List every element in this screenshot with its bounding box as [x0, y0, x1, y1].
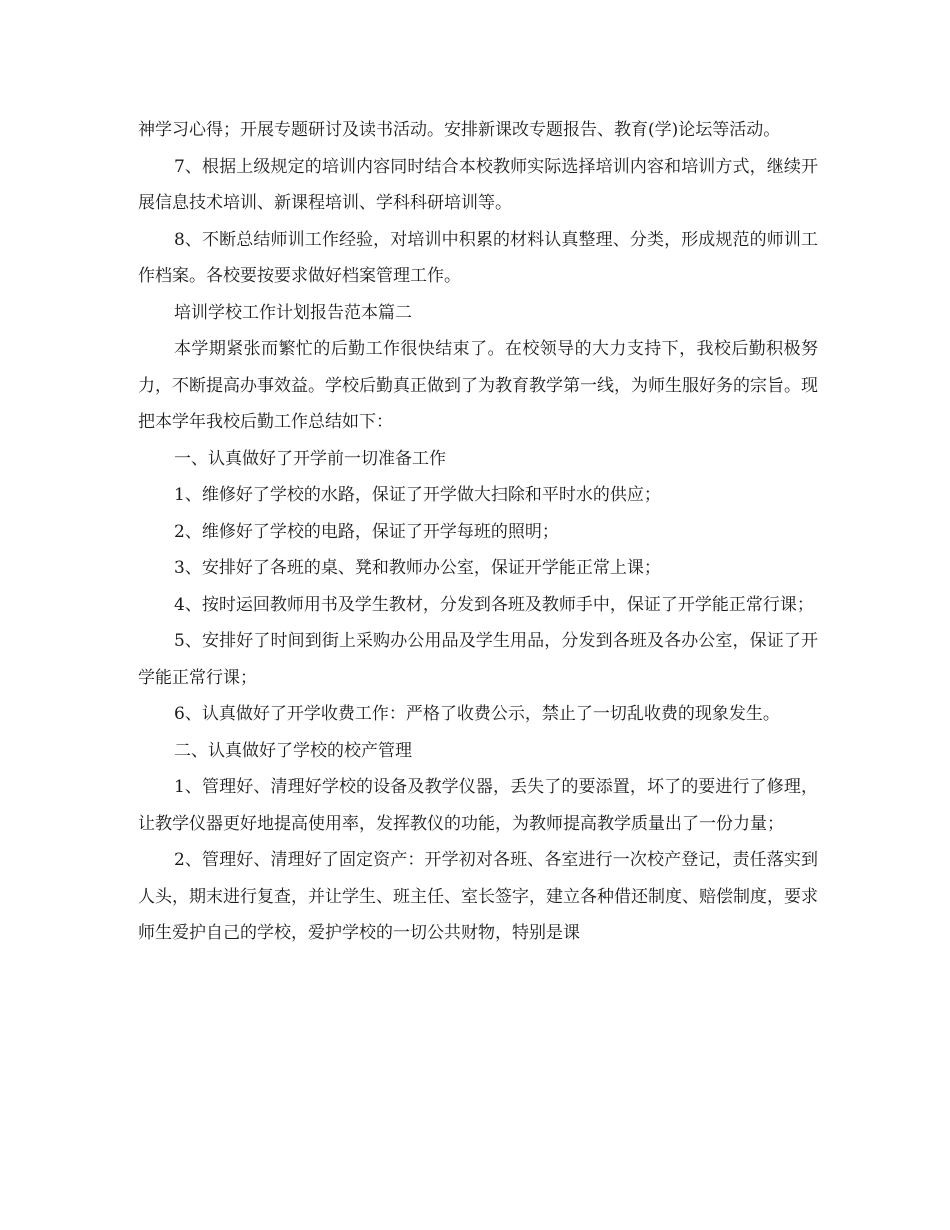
list-item-1: 1、维修好了学校的水路，保证了开学做大扫除和平时水的供应； [174, 485, 661, 505]
paragraph-continuation: 神学习心得；开展专题研讨及读书活动。安排新课改专题报告、教育(学)论坛等活动。 [138, 120, 781, 140]
document-body [138, 112, 818, 952]
paragraph-item-7: 7、根据上级规定的培训内容同时结合本校教师实际选择培训内容和培训方式，继续开展信息技术培训、新课程培训、学科科研培训等。 [138, 156, 818, 213]
list-item-4: 4、按时运回教师用书及学生教材，分发到各班及教师手中，保证了开学能正常行课； [174, 594, 814, 615]
paragraph-item-8: 8、不断总结师训工作经验，对培训中积累的材料认真整理、分类，形成规范的师训工作档案。各校要按要求做好档案管理工作。 [138, 229, 818, 286]
section-title: 培训学校工作计划报告范本篇二 [174, 302, 412, 323]
list-item-6: 6、认真做好了开学收费工作：严格了收费公示，禁止了一切乱收费的现象发生。 [174, 704, 780, 724]
list-item-2-1: 1、管理好、清理好学校的设备及教学仪器，丢失了的要添置，坏了的要进行了修理，让教学仪器更好地提高使用率，发挥教仪的功能，为教师提高教学质量出了一份力量； [138, 777, 818, 834]
list-item-2-2: 2、管理好、清理好了固定资产：开学初对各班、各室进行一次校产登记，责任落实到人头，期末进行复查，并让学生、班主任、室长签字，建立各种借还制度、赔偿制度，要求师生爱护自己的学校，爱护学校的一切公共财物，特别是课 [138, 850, 818, 943]
list-item-2: 2、维修好了学校的电路，保证了开学每班的照明； [174, 521, 559, 542]
heading-part-one: 一、认真做好了开学前一切准备工作 [174, 448, 446, 469]
heading-part-two: 二、认真做好了学校的校产管理 [174, 740, 412, 761]
list-item-3: 3、安排好了各班的桌、凳和教师办公室，保证开学能正常上课； [174, 558, 661, 578]
paragraph-intro: 本学期紧张而繁忙的后勤工作很快结束了。在校领导的大力支持下，我校后勤积极努力，不断提高办事效益。学校后勤真正做到了为教育教学第一线，为师生服好务的宗旨。现把本学年我校后勤工作总结如下： [138, 339, 818, 432]
list-item-5: 5、安排好了时间到街上采购办公用品及学生用品，分发到各班及各办公室，保证了开学能正常行课； [138, 631, 818, 688]
